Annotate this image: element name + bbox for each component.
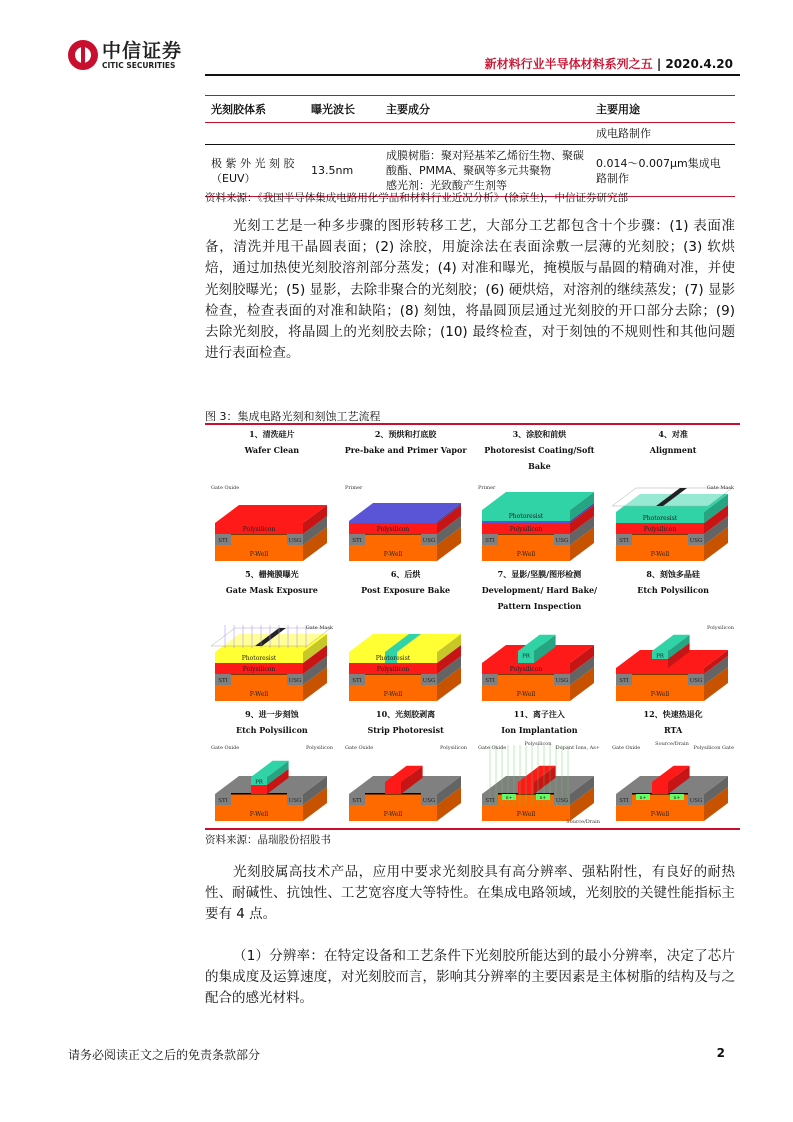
poly-gate-bar-front: [652, 782, 668, 794]
annotation-label: Polysilicon: [439, 745, 467, 751]
usg-label: USG: [689, 678, 703, 684]
poly-label: Polysilicon: [643, 526, 677, 533]
step-title-en: Development/ Hard Bake/ Pattern Inspection: [481, 585, 598, 611]
p-well-label: P-Well: [517, 691, 536, 698]
step-title-en: Wafer Clean: [244, 445, 300, 455]
process-step-panel: [205, 706, 339, 826]
cross-section-diagram: [474, 481, 604, 566]
n-plus-label: n+: [639, 796, 647, 801]
sti-label: STI: [218, 678, 228, 684]
report-date: 2020.4.20: [665, 57, 733, 71]
channel-region: [498, 534, 554, 545]
step-title-cn: 8、刻蚀多晶硅: [646, 569, 700, 579]
process-step-panel: [339, 706, 473, 826]
sti-label: STI: [351, 678, 362, 684]
annotation-label: Polysilicon: [707, 625, 735, 631]
cross-section-diagram: [474, 621, 604, 706]
series-title: 新材料行业半导体材料系列之五: [484, 57, 653, 71]
step-title-cn: 12、快速热退化: [643, 709, 703, 719]
table-cell: 成膜树脂：聚对羟基苯乙烯衍生物、聚碳酸酯、PMMA、聚砜等多元共聚物 感光剂：光致酸产生剂等: [380, 145, 590, 197]
annotation-label: Gate Oxide: [210, 745, 240, 751]
annotation-label: Gate Mask: [706, 485, 735, 491]
channel-region: [231, 534, 287, 545]
poly-layer-front: [616, 668, 704, 674]
poly-label: Polysilicon: [242, 666, 276, 673]
annotation-label: Gate Oxide: [210, 485, 240, 491]
sti-label: STI: [619, 678, 629, 684]
sti-label: STI: [485, 798, 496, 804]
process-step-panel: [606, 426, 740, 566]
process-step-panel: [339, 566, 473, 706]
p-well-label: P-Well: [650, 811, 670, 818]
header-rule: [205, 74, 740, 76]
step-title-cn: 2、预烘和打底胶: [374, 429, 437, 439]
channel-region: [365, 674, 421, 685]
paragraph-lithography-steps: 光刻工艺是一种多步骤的图形转移工艺，大部分工艺都包含十个步骤：(1) 表面准备，清洗并甩干晶圆表面；(2) 涂胶，用旋涂法在表面涂敷一层薄的光刻胶；(3) 软烘焙，通过加热使光刻胶溶剂部分蒸发；(4) 对准和曝光，掩模版与晶圆的精确对准，并使光刻胶曝光；(5) 显影，去除非聚合的光刻胶；(6) 硬烘焙，对溶剂的继续蒸发；(7) 显影检查，检查表面的对准和缺陷；(8) 刻蚀，将晶圆顶层通过光刻胶的开口部分去除；(9) 去除光刻胶，将晶圆上的光刻胶去除；(10) 最终检查，对于刻蚀的不规则性和其他问题进行表面检查。: [205, 218, 735, 362]
p-well-label: P-Well: [249, 811, 269, 818]
table-row: [205, 123, 735, 145]
process-step-panel: [473, 426, 607, 566]
figure-bottom-rule: [205, 828, 740, 830]
step-title-cn: 1、清洗硅片: [249, 429, 295, 439]
sti-label: STI: [218, 798, 228, 804]
annotation-label: Gate Mask: [305, 625, 333, 631]
usg-label: USG: [555, 798, 569, 804]
table-source: 资料来源：《我国半导体集成电路用化学品和材料行业近况分析》(徐京生)，中信证券研究部: [205, 192, 628, 204]
step-title-cn: 3、涂胶和前烘: [512, 429, 567, 439]
figure-top-rule: [205, 423, 740, 425]
step-title-cn: 9、进一步刻蚀: [245, 709, 299, 719]
p-well-label: P-Well: [383, 691, 402, 698]
poly-gate-bar-front: [251, 785, 267, 794]
channel-region: [632, 674, 688, 685]
annotation-label: Source/Drain: [566, 819, 601, 825]
step-title-en: Gate Mask Exposure: [225, 585, 318, 595]
poly-gate-bar-front: [652, 659, 668, 668]
cross-section-diagram: [608, 621, 738, 706]
cross-section-diagram: [341, 481, 471, 566]
primer-layer-front: [482, 521, 570, 523]
table-cell: 成电路制作: [590, 123, 735, 145]
channel-region: [498, 674, 554, 685]
annotation-label: Polysilicon Gate: [693, 745, 735, 751]
n-plus-label: n+: [540, 796, 547, 801]
paragraph-resolution: （1）分辨率：在特定设备和工艺条件下光刻胶所能达到的最小分辨率，决定了芯片的集成度及运算速度，对光刻胶而言，影响其分辨率的主要因素是主体树脂的结构及与之配合的感光材料。: [205, 948, 735, 1007]
annotation-label: Polysilicon: [305, 745, 333, 751]
report-header: [485, 55, 733, 72]
page-number: 2: [716, 1046, 725, 1060]
footer-disclaimer: 请务必阅读正文之后的免责条款部分: [68, 1048, 261, 1062]
col-header: 光刻胶体系: [205, 96, 305, 123]
citic-logo-icon: [68, 40, 98, 70]
annotation-label: Primer: [344, 485, 363, 491]
channel-region: [632, 534, 688, 545]
cross-section-diagram: [207, 621, 337, 706]
table-cell: [205, 123, 305, 145]
usg-label: USG: [555, 538, 569, 544]
step-title-en: Alignment: [649, 445, 697, 455]
channel-region: [231, 674, 287, 685]
usg-label: USG: [689, 538, 703, 544]
figure-title: 图 3：集成电路光刻和刻蚀工艺流程: [205, 410, 381, 423]
step-title-cn: 6、后烘: [390, 569, 421, 579]
process-step-panel: [205, 426, 339, 566]
pr-label: PR: [522, 653, 531, 660]
pr-label: PR: [254, 779, 263, 786]
citic-logo: [68, 40, 182, 70]
poly-label: Polysilicon: [510, 526, 543, 533]
step-title-cn: 4、对准: [658, 429, 688, 439]
usg-label: USG: [288, 538, 302, 544]
step-title-en: Pre-bake and Primer Vapor: [344, 445, 467, 455]
usg-label: USG: [555, 678, 569, 684]
annotation-label: Primer: [478, 485, 496, 491]
process-step-panel: [473, 566, 607, 706]
usg-label: USG: [288, 678, 302, 684]
yellow-label: Photoresist: [375, 655, 410, 662]
table-cell: [380, 123, 590, 145]
process-step-panel: [473, 706, 607, 826]
pr-label: PR: [656, 653, 665, 660]
p-well-label: P-Well: [383, 551, 402, 558]
p-well-label: P-Well: [650, 551, 670, 558]
poly-label: Polysilicon: [242, 526, 276, 533]
resist-label: Photoresist: [642, 515, 678, 522]
poly-label: Polysilicon: [376, 526, 409, 533]
usg-label: USG: [422, 798, 436, 804]
table-cell: 极 紫 外 光 刻 胶（EUV）: [205, 145, 305, 197]
logo-text-cn: 中信证券: [102, 39, 183, 62]
cross-section-diagram: [608, 481, 738, 566]
table-row: [205, 145, 735, 197]
primer-layer-front: [349, 521, 437, 523]
cross-section-diagram: [474, 741, 604, 826]
n-plus-label: n+: [673, 796, 681, 801]
step-title-cn: 7、显影/坚膜/图形检测: [497, 569, 582, 579]
usg-label: USG: [422, 678, 436, 684]
p-well-label: P-Well: [249, 551, 269, 558]
channel-region: [365, 794, 421, 805]
annotation-label: Polysilicon: [524, 741, 552, 747]
annotation-label: Dopant Ions, As+: [556, 745, 601, 751]
step-title-en: Post Exposure Bake: [361, 585, 451, 595]
step-title-en: Strip Photoresist: [367, 725, 444, 735]
usg-label: USG: [689, 798, 703, 804]
step-title-cn: 11、离子注入: [513, 709, 565, 719]
col-header: 主要用途: [590, 96, 735, 123]
p-well-label: P-Well: [517, 811, 536, 818]
sti-label: STI: [351, 538, 362, 544]
table-header-row: [205, 96, 735, 123]
process-step-panel: [205, 566, 339, 706]
step-title-en: Etch Polysilicon: [236, 725, 308, 735]
photoresist-table: [205, 95, 735, 197]
p-well-label: P-Well: [383, 811, 402, 818]
process-flow-figure: [205, 426, 740, 826]
logo-text-en: CITIC SECURITIES: [102, 60, 176, 70]
annotation-label: Source/Drain: [655, 741, 689, 747]
table-cell: [305, 123, 380, 145]
yellow-label: Photoresist: [241, 655, 277, 662]
p-well-label: P-Well: [249, 691, 269, 698]
p-well-label: P-Well: [517, 551, 536, 558]
process-step-panel: [606, 566, 740, 706]
step-title-en: Ion Implantation: [501, 725, 578, 735]
usg-label: USG: [288, 798, 302, 804]
sti-label: STI: [485, 678, 496, 684]
resist-label: Photoresist: [509, 513, 544, 520]
step-title-en: RTA: [664, 725, 683, 735]
cross-section-diagram: [341, 741, 471, 826]
annotation-label: Gate Oxide: [344, 745, 373, 751]
poly-gate-bar-front: [385, 782, 401, 794]
step-title-en: Etch Polysilicon: [637, 585, 709, 595]
n-plus-label: n+: [506, 796, 513, 801]
annotation-label: Gate Oxide: [612, 745, 641, 751]
process-step-panel: [339, 426, 473, 566]
annotation-label: Gate Oxide: [478, 745, 507, 751]
cross-section-diagram: [341, 621, 471, 706]
usg-label: USG: [422, 538, 436, 544]
sti-label: STI: [619, 538, 629, 544]
cross-section-diagram: [608, 741, 738, 826]
channel-region: [365, 534, 421, 545]
header-separator: |: [656, 57, 662, 71]
paragraph-properties: 光刻胶属高技术产品，应用中要求光刻胶具有高分辨率、强粘附性，有良好的耐热性、耐碱性、抗蚀性、工艺宽容度大等特性。在集成电路领域，光刻胶的关键性能指标主要有 4 点。: [205, 864, 735, 923]
poly-label: Polysilicon: [510, 666, 543, 673]
col-header: 主要成分: [380, 96, 590, 123]
cross-section-diagram: [207, 741, 337, 826]
step-title-cn: 10、光刻胶剥离: [376, 709, 436, 719]
table-cell: 0.014～0.007μm集成电路制作: [590, 145, 735, 197]
table-cell: 13.5nm: [305, 145, 380, 197]
process-step-panel: [606, 706, 740, 826]
figure-source: 资料来源：晶瑞股份招股书: [205, 834, 331, 846]
sti-label: STI: [485, 538, 496, 544]
sti-label: STI: [218, 538, 228, 544]
sti-label: STI: [619, 798, 629, 804]
poly-label: Polysilicon: [376, 666, 409, 673]
col-header: 曝光波长: [305, 96, 380, 123]
p-well-label: P-Well: [650, 691, 670, 698]
step-title-cn: 5、栅掩膜曝光: [245, 569, 299, 579]
channel-region: [231, 794, 287, 805]
cross-section-diagram: [207, 481, 337, 566]
sti-label: STI: [351, 798, 362, 804]
step-title-en: Photoresist Coating/Soft Bake: [484, 445, 595, 471]
